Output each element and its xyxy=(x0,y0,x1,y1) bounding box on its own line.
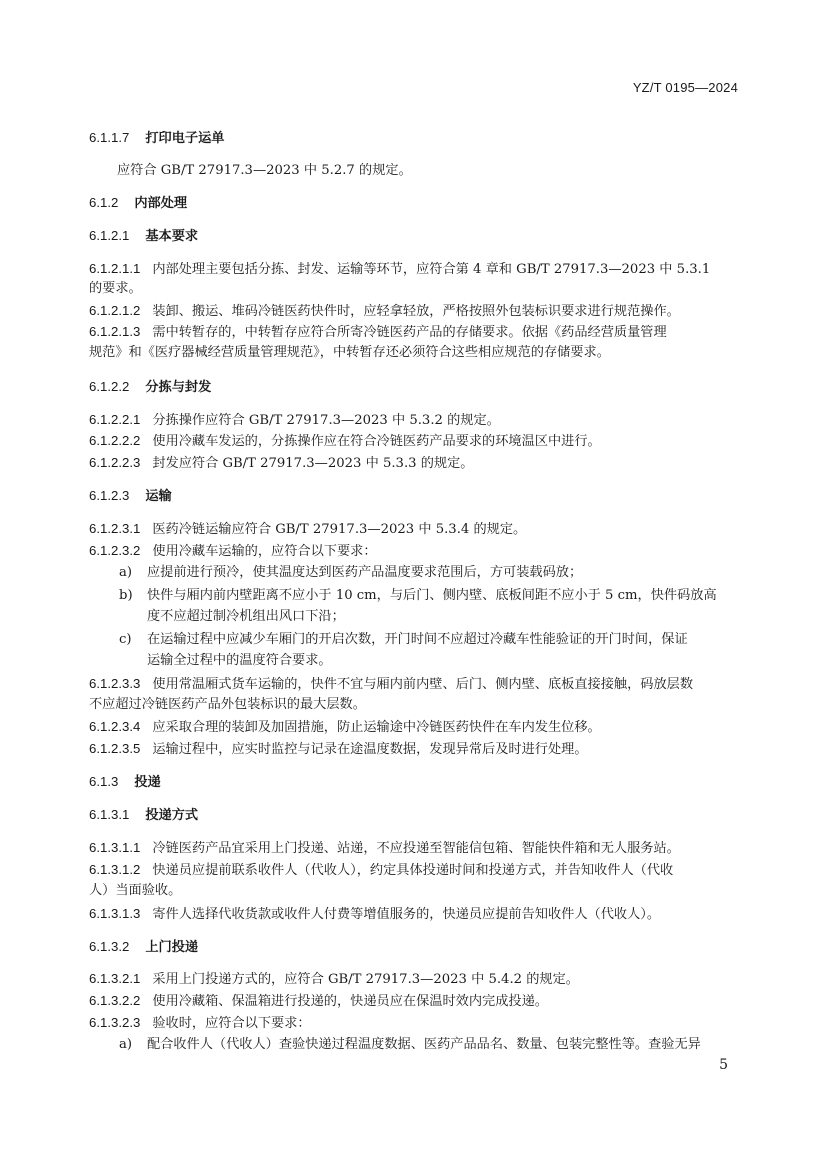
clause-number: 6.1.3.1.3 xyxy=(89,906,141,921)
clause-number: 6.1.2.2.1 xyxy=(89,412,141,427)
list-text: 配合收件人（代收人）查验快递过程温度数据、医药产品品名、数量、包装完整性等。查验无异 xyxy=(147,1037,701,1052)
clause-text: 验收时，应符合以下要求： xyxy=(152,1016,311,1031)
clause-6-1-3-2-3 xyxy=(89,1013,311,1034)
clause-6-1-2-2-1 xyxy=(89,410,500,431)
section-number: 6.1.3.2 xyxy=(89,939,130,954)
clause-text: 采用上门投递方式的，应符合 GB/T 27917.3—2023 中 5.4.2 的规定。 xyxy=(152,972,579,987)
list-text: 在运输过程中应减少车厢门的开启次数，开门时间不应超过冷藏车性能验证的开门时间，保证 xyxy=(147,632,688,647)
section-heading-6-1-3-2 xyxy=(89,937,198,958)
section-heading-6-1-3 xyxy=(89,772,161,793)
clause-6-1-3-2-2 xyxy=(89,991,548,1012)
section-number: 6.1.2.1 xyxy=(89,228,130,243)
clause-continuation: 人）当面验收。 xyxy=(89,883,182,898)
clause-number: 6.1.2.3.3 xyxy=(89,676,141,691)
clause-text: 装卸、搬运、堆码冷链医药快件时，应轻拿轻放，严格按照外包装标识要求进行规范操作。 xyxy=(152,304,680,319)
list-item xyxy=(119,586,717,606)
clause-text: 使用冷藏箱、保温箱进行投递的，快递员应在保温时效内完成投递。 xyxy=(152,994,548,1009)
clause-6-1-3-2-1 xyxy=(89,969,579,990)
section-number: 6.1.2 xyxy=(89,195,119,210)
clause-text: 运输过程中，应实时监控与记录在途温度数据，发现异常后及时进行处理。 xyxy=(152,742,588,757)
clause-6-1-3-1-3 xyxy=(89,904,660,925)
clause-6-1-2-1-2 xyxy=(89,301,680,322)
list-label: a) xyxy=(119,1037,133,1052)
list-text: 应提前进行预冷，使其温度达到医药产品温度要求范围后，方可装载码放； xyxy=(147,565,583,580)
list-item xyxy=(119,630,688,650)
clause-6-1-2-3-3 xyxy=(89,674,693,695)
clause-6-1-2-3-5 xyxy=(89,739,588,760)
section-number: 6.1.1.7 xyxy=(89,130,130,145)
clause-6-1-2-3-4 xyxy=(89,717,601,738)
clause-continuation: 不应超过冷链医药产品外包装标识的最大层数。 xyxy=(89,697,366,712)
clause-6-1-3-1-2 xyxy=(89,860,673,881)
clause-number: 6.1.3.1.1 xyxy=(89,840,141,855)
clause-6-1-3-1-1 xyxy=(89,838,680,859)
clause-text: 寄件人选择代收货款或收件人付费等增值服务的，快递员应提前告知收件人（代收人）。 xyxy=(152,907,661,922)
clause-number: 6.1.3.1.2 xyxy=(89,862,141,877)
section-number: 6.1.3 xyxy=(89,774,119,789)
clause-number: 6.1.2.1.3 xyxy=(89,324,141,339)
list-label: a) xyxy=(119,565,133,580)
section-title: 运输 xyxy=(145,489,172,504)
clause-number: 6.1.2.3.4 xyxy=(89,719,141,734)
section-title: 上门投递 xyxy=(145,940,199,955)
section-heading-6-1-2 xyxy=(89,193,187,214)
paragraph-text: 应符合 GB/T 27917.3—2023 中 5.2.7 的规定。 xyxy=(117,163,412,178)
section-title: 投递 xyxy=(134,775,161,790)
section-number: 6.1.3.1 xyxy=(89,807,130,822)
section-title: 投递方式 xyxy=(145,808,199,823)
clause-text: 使用冷藏车运输的，应符合以下要求： xyxy=(152,544,377,559)
clause-number: 6.1.2.1.2 xyxy=(89,303,141,318)
section-heading-6-1-3-1 xyxy=(89,805,198,826)
section-heading-6-1-2-3 xyxy=(89,486,172,507)
clause-text: 快递员应提前联系收件人（代收人），约定具体投递时间和投递方式，并告知收件人（代收 xyxy=(152,863,674,878)
section-number: 6.1.2.3 xyxy=(89,488,130,503)
clause-number: 6.1.3.2.1 xyxy=(89,971,141,986)
clause-6-1-2-2-3 xyxy=(89,453,473,474)
clause-number: 6.1.2.2.3 xyxy=(89,455,141,470)
clause-number: 6.1.2.3.1 xyxy=(89,521,141,536)
clause-6-1-2-3-2 xyxy=(89,541,377,562)
section-heading-6-1-2-1 xyxy=(89,226,198,247)
clause-text: 使用冷藏车发运的，分拣操作应在符合冷链医药产品要求的环境温区中进行。 xyxy=(152,434,601,449)
page-number: 5 xyxy=(719,1057,728,1073)
list-label: c) xyxy=(119,632,132,647)
section-heading-6-1-2-2 xyxy=(89,377,211,398)
list-label: b) xyxy=(119,588,133,603)
clause-number: 6.1.2.1.1 xyxy=(89,261,141,276)
clause-text: 需中转暂存的，中转暂存应符合所寄冷链医药产品的存储要求。依据《药品经营质量管理 xyxy=(152,325,667,340)
list-text: 快件与厢内前内壁距离不应小于 10 cm，与后门、侧内壁、底板间距不应小于 5 cm，快件码放高 xyxy=(147,588,717,603)
clause-text: 医药冷链运输应符合 GB/T 27917.3—2023 中 5.3.4 的规定。 xyxy=(152,522,527,537)
clause-text: 内部处理主要包括分拣、封发、运输等环节，应符合第 4 章和 GB/T 27917.3—2023 中 5.3.1 xyxy=(152,262,711,277)
clause-number: 6.1.3.2.2 xyxy=(89,993,141,1008)
clause-number: 6.1.2.3.2 xyxy=(89,543,141,558)
document-number-header: YZ/T 0195—2024 xyxy=(632,80,738,95)
list-item xyxy=(119,1035,701,1055)
list-continuation: 运输全过程中的温度符合要求。 xyxy=(147,653,332,668)
clause-text: 分拣操作应符合 GB/T 27917.3—2023 中 5.3.2 的规定。 xyxy=(152,413,500,428)
clause-text: 封发应符合 GB/T 27917.3—2023 中 5.3.3 的规定。 xyxy=(152,456,474,471)
section-title: 基本要求 xyxy=(145,229,199,244)
clause-text: 使用常温厢式货车运输的，快件不宜与厢内前内壁、后门、侧内壁、底板直接接触，码放层数 xyxy=(152,677,694,692)
clause-6-1-2-2-2 xyxy=(89,431,601,452)
clause-6-1-2-1-1 xyxy=(89,259,710,280)
section-title: 打印电子运单 xyxy=(145,131,225,146)
section-title: 分拣与封发 xyxy=(145,380,212,395)
list-item xyxy=(119,563,582,583)
section-title: 内部处理 xyxy=(134,196,188,211)
section-heading-6-1-1-7 xyxy=(89,128,224,149)
clause-continuation: 的要求。 xyxy=(89,281,142,296)
clause-number: 6.1.2.2.2 xyxy=(89,433,141,448)
clause-text: 冷链医药产品宜采用上门投递、站递，不应投递至智能信包箱、智能快件箱和无人服务站。 xyxy=(152,841,680,856)
clause-6-1-2-1-3 xyxy=(89,322,667,343)
clause-continuation: 规范》和《医疗器械经营质量管理规范》，中转暂存还必须符合这些相应规范的存储要求。 xyxy=(89,345,610,360)
list-continuation: 度不应超过制冷机组出风口下沿； xyxy=(147,609,345,624)
clause-number: 6.1.2.3.5 xyxy=(89,741,141,756)
clause-text: 应采取合理的装卸及加固措施，防止运输途中冷链医药快件在车内发生位移。 xyxy=(152,720,601,735)
clause-number: 6.1.3.2.3 xyxy=(89,1015,141,1030)
clause-6-1-2-3-1 xyxy=(89,519,526,540)
section-number: 6.1.2.2 xyxy=(89,379,130,394)
